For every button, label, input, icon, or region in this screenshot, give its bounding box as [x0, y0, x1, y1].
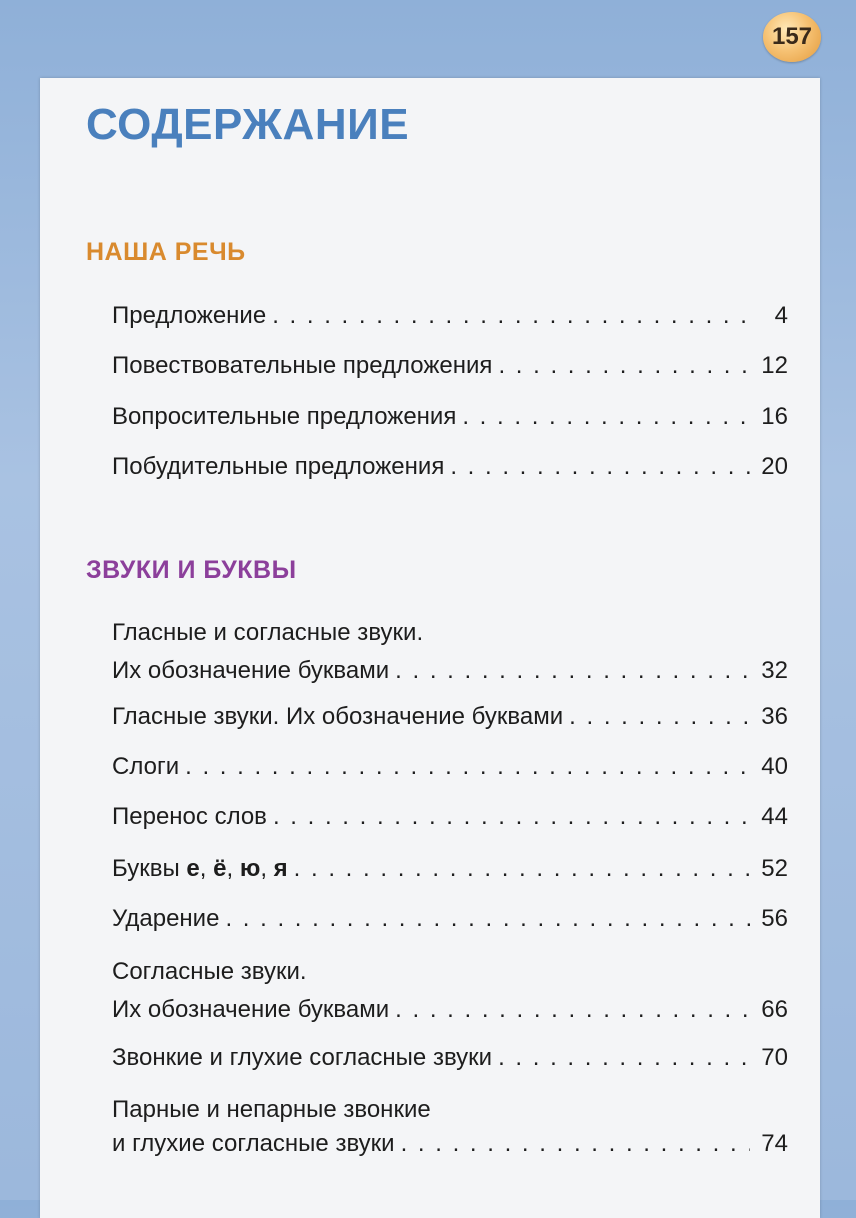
- toc-entry-page: 74: [761, 1130, 788, 1157]
- toc-entry-page: 4: [774, 302, 788, 329]
- toc-entry[interactable]: [112, 1042, 788, 1074]
- leader-dots: [294, 853, 750, 885]
- toc-entry-title-line1: Гласные и согласные звуки.: [112, 619, 424, 646]
- toc-entry-page: 70: [761, 1044, 788, 1071]
- toc-entry-page: 40: [761, 753, 788, 780]
- section-heading-our-speech: НАША РЕЧЬ: [86, 238, 246, 266]
- toc-entry-title: Вопросительные предложения: [112, 403, 457, 430]
- leader-dots: [185, 751, 750, 783]
- toc-entry-title: Побудительные предложения: [112, 453, 445, 480]
- toc-entry-page: 12: [761, 352, 788, 379]
- toc-entry-title: Их обозначение буквами: [112, 996, 390, 1023]
- contents-page: [40, 78, 820, 1218]
- leader-dots: [498, 350, 750, 382]
- toc-entry[interactable]: [112, 751, 788, 783]
- toc-entry[interactable]: [112, 701, 788, 733]
- toc-entry-title: Предложение: [112, 302, 267, 329]
- leader-dots: [450, 451, 750, 483]
- toc-entry[interactable]: [112, 801, 788, 833]
- leader-dots: [273, 801, 750, 833]
- leader-dots: [395, 655, 750, 687]
- toc-entry-title: и глухие согласные звуки: [112, 1130, 395, 1157]
- leader-dots: [272, 300, 750, 332]
- leader-dots: [225, 903, 750, 935]
- toc-entry-title: Ударение: [112, 905, 220, 932]
- leader-dots: [498, 1042, 750, 1074]
- leader-dots: [462, 401, 750, 433]
- toc-entry-page: 56: [761, 905, 788, 932]
- section-heading-sounds-and-letters: ЗВУКИ И БУКВЫ: [86, 556, 297, 584]
- toc-entry-title-line1: Согласные звуки.: [112, 958, 307, 985]
- page-number: 157: [771, 23, 813, 50]
- page-title: СОДЕРЖАНИЕ: [86, 100, 410, 149]
- toc-entry[interactable]: [112, 1094, 788, 1160]
- leader-dots: [569, 701, 750, 733]
- toc-entry[interactable]: [112, 956, 788, 1026]
- letter-yo: ё: [213, 855, 227, 882]
- toc-entry[interactable]: [112, 451, 788, 483]
- toc-entry[interactable]: [112, 903, 788, 935]
- toc-entry[interactable]: [112, 401, 788, 433]
- leader-dots: [401, 1128, 750, 1160]
- toc-entry[interactable]: [112, 350, 788, 382]
- toc-entry-title-line1: Парные и непарные звонкие: [112, 1096, 431, 1123]
- toc-entry-page: 44: [761, 803, 788, 830]
- toc-entry-page: 66: [761, 996, 788, 1023]
- toc-entry-page: 52: [761, 855, 788, 882]
- letter-yu: ю: [239, 855, 261, 882]
- toc-entry[interactable]: [112, 853, 788, 885]
- toc-entry-page: 16: [761, 403, 788, 430]
- toc-entry-title: Гласные звуки. Их обозначение буквами: [112, 703, 564, 730]
- toc-entry[interactable]: [112, 300, 788, 332]
- toc-entry-title: Буквы е, ё, ю, я: [112, 855, 288, 882]
- page-number-badge: [763, 12, 821, 62]
- toc-entry-page: 36: [761, 703, 788, 730]
- toc-entry-page: 20: [761, 453, 788, 480]
- letter-ya: я: [273, 855, 288, 882]
- leader-dots: [395, 994, 750, 1026]
- toc-entry-title: Перенос слов: [112, 803, 267, 830]
- toc-entry-title: Звонкие и глухие согласные звуки: [112, 1044, 493, 1071]
- toc-entry-title: Слоги: [112, 753, 180, 780]
- letter-e: е: [186, 855, 200, 882]
- toc-entry-page: 32: [761, 657, 788, 684]
- toc-entry[interactable]: [112, 617, 788, 687]
- toc-entry-prefix: Буквы: [112, 855, 180, 882]
- toc-entry-title: Повествовательные предложения: [112, 352, 493, 379]
- toc-entry-title: Их обозначение буквами: [112, 657, 390, 684]
